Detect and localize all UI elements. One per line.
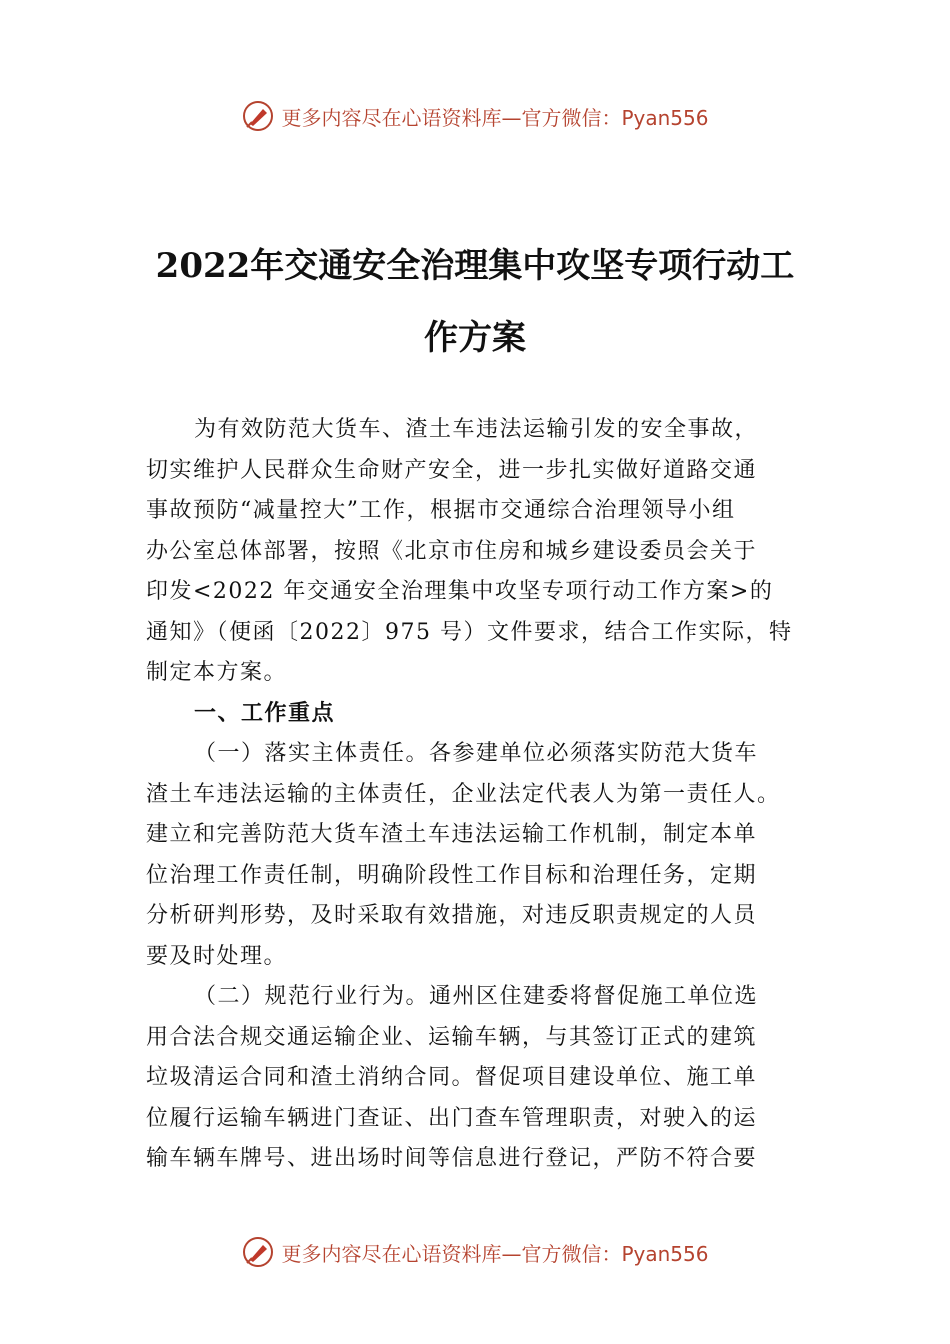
body-line: 事故预防“减量控大”工作，根据市交通综合治理领导小组 [146, 498, 736, 523]
body-line: 制定本方案。 [146, 660, 288, 685]
footer-banner [0, 1232, 950, 1272]
body-line: 用合法合规交通运输企业、运输车辆，与其签订正式的建筑 [146, 1024, 758, 1050]
body-line: 要及时处理。 [146, 943, 288, 969]
page-title [0, 230, 950, 374]
body-line: 印发<2022 年交通安全治理集中攻坚专项行动工作方案>的 [146, 579, 774, 604]
body-line: 为有效防范大货车、渣土车违法运输引发的安全事故， [194, 417, 759, 442]
title-line-1: 2022年交通安全治理集中攻坚专项行动工 [155, 246, 795, 286]
body-line: 位治理工作责任制，明确阶段性工作目标和治理任务，定期 [146, 862, 758, 888]
body-line: 垃圾清运合同和渣土消纳合同。督促项目建设单位、施工单 [146, 1065, 758, 1090]
body-line: 建立和完善防范大货车渣土车违法运输工作机制，制定本单 [146, 822, 758, 847]
body-line: 位履行运输车辆进门查证、出门查车管理职责，对驶入的运 [146, 1105, 758, 1131]
footer-banner-text: 更多内容尽在心语资料库—官方微信：Pyan556 [281, 1241, 709, 1266]
body-line: 办公室总体部署，按照《北京市住房和城乡建设委员会关于 [146, 538, 758, 564]
body-line: 输车辆车牌号、进出场时间等信息进行登记，严防不符合要 [146, 1146, 758, 1171]
pen-nib-logo-icon [241, 1235, 275, 1269]
body-line: （二）规范行业行为。通州区住建委将督促施工单位选 [194, 984, 759, 1009]
section-heading: 一、工作重点 [194, 700, 336, 726]
header-banner-text: 更多内容尽在心语资料库—官方微信：Pyan556 [281, 105, 709, 130]
pen-nib-logo-icon [241, 99, 275, 133]
document-body [146, 410, 816, 1180]
header-banner [0, 96, 950, 136]
body-line: 通知》（便函〔2022〕975 号）文件要求，结合工作实际，特 [146, 619, 793, 645]
body-line: 切实维护人民群众生命财产安全，进一步扎实做好道路交通 [146, 457, 758, 483]
body-line: 分析研判形势，及时采取有效措施，对违反职责规定的人员 [146, 903, 758, 928]
body-line: （一）落实主体责任。各参建单位必须落实防范大货车 [194, 741, 759, 766]
body-line: 渣土车违法运输的主体责任，企业法定代表人为第一责任人。 [146, 781, 781, 807]
title-line-2: 作方案 [424, 318, 526, 358]
